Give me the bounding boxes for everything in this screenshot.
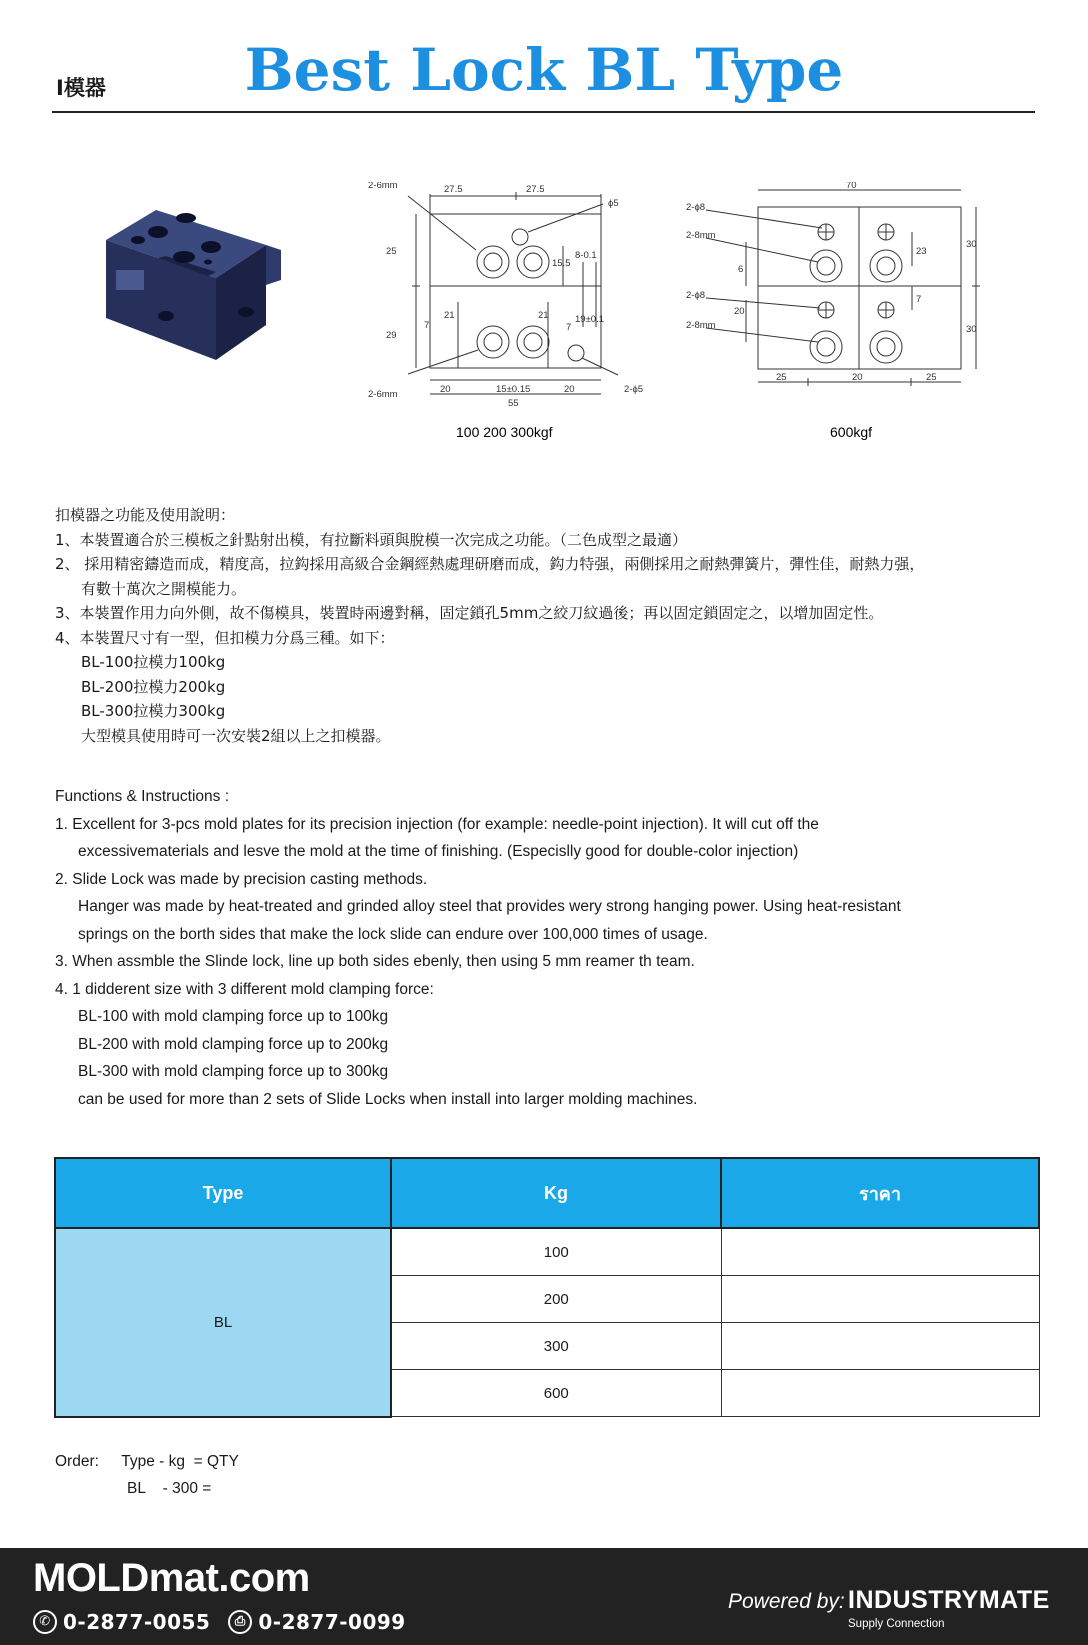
fax-icon: ⎙ bbox=[228, 1610, 252, 1634]
en-item-4c: BL-300 with mold clamping force up to 300kg bbox=[78, 1063, 389, 1080]
cn-heading: 扣模器之功能及使用說明： bbox=[55, 506, 236, 524]
phone-icon: ✆ bbox=[33, 1610, 57, 1634]
title-divider bbox=[52, 111, 1035, 113]
cn-item-2-cont: 有數十萬次之開模能力。 bbox=[81, 579, 247, 598]
en-item-2: 2. Slide Lock was made by precision casting methods. bbox=[55, 870, 428, 888]
order-formula: Type - kg = QTY bbox=[121, 1453, 239, 1470]
cell-kg: 300 bbox=[391, 1323, 721, 1370]
cn-item-3: 3、本裝置作用力向外側，故不傷模具，裝置時兩邊對稱，固定鎖孔5mm之絞刀紋過後；再以固定鎖固定之，以增加固定性。 bbox=[55, 604, 884, 622]
label-height-top: 25 bbox=[386, 246, 397, 257]
drawing-100-300kgf bbox=[368, 182, 668, 442]
label-w15: 15±0.15 bbox=[496, 384, 531, 395]
header-type: Type bbox=[55, 1158, 391, 1228]
label-mm8-top: 2-8mm bbox=[686, 230, 716, 241]
cn-item-4c: BL-300拉模力300kg bbox=[81, 702, 226, 720]
order-example bbox=[55, 1448, 239, 1502]
label-hole-bl: 2-6mm bbox=[368, 389, 398, 400]
label-mm8-bottom: 2-8mm bbox=[686, 320, 716, 331]
page-title: Best Lock BL Type bbox=[244, 36, 844, 104]
cell-price bbox=[721, 1276, 1039, 1323]
cn-item-4a: BL-100拉模力100kg bbox=[81, 653, 226, 671]
label-dim-6: 6 bbox=[738, 264, 744, 275]
label-dim-b: 27.5 bbox=[526, 184, 545, 195]
label-phi8-bottom: 2-ϕ8 bbox=[686, 290, 706, 301]
english-instructions bbox=[55, 783, 1055, 1113]
label-w25b: 25 bbox=[926, 372, 937, 383]
header-kg: Kg bbox=[391, 1158, 721, 1228]
cell-kg: 200 bbox=[391, 1276, 721, 1323]
contact-numbers bbox=[33, 1610, 406, 1634]
label-phi-bottom: 2-ϕ5 bbox=[624, 384, 644, 395]
label-dim-a: 27.5 bbox=[444, 184, 463, 195]
chinese-instructions bbox=[55, 503, 1055, 748]
label-dim-8: 8-0.1 bbox=[575, 250, 597, 261]
en-item-4a: BL-100 with mold clamping force up to 100kg bbox=[78, 1008, 389, 1025]
industrymate-logo[interactable]: INDUSTRYMATE bbox=[848, 1586, 1050, 1614]
cn-item-2: 2、 採用精密鑄造而成，精度高，拉鈎採用高級合金鋼經熱處理研磨而成，鈎力特强，兩側採用之耐熱彈簧片，彈性佳，耐熱力强， bbox=[55, 555, 925, 573]
caption-600kgf: 600kgf bbox=[830, 424, 873, 440]
label-h30a: 30 bbox=[966, 239, 977, 250]
label-h30b: 30 bbox=[966, 324, 977, 335]
label-w20: 20 bbox=[852, 372, 863, 383]
label-dim-7a: 7 bbox=[424, 320, 430, 331]
label-dim-20: 20 bbox=[734, 306, 745, 317]
en-heading: Functions & Instructions : bbox=[55, 788, 230, 805]
label-phi8-top: 2-ϕ8 bbox=[686, 202, 706, 213]
cn-item-1: 1、本裝置適合於三模板之針點射出模，有拉斷料頭與脫模一次完成之功能。（二色成型之最適） bbox=[55, 530, 688, 549]
cn-item-4d: 大型模具使用時可一次安裝2組以上之扣模器。 bbox=[81, 726, 391, 745]
footer-bar bbox=[0, 1548, 1088, 1645]
product-photo bbox=[96, 200, 296, 370]
label-hole-tl: 2-6mm bbox=[368, 182, 398, 191]
header-price: ราคา bbox=[721, 1158, 1039, 1228]
label-height-bottom: 29 bbox=[386, 330, 397, 341]
cell-price bbox=[721, 1323, 1039, 1370]
en-item-4: 4. 1 didderent size with 3 different mold clamping force: bbox=[55, 980, 434, 998]
label-dim-21a: 21 bbox=[444, 310, 455, 321]
en-item-4b: BL-200 with mold clamping force up to 200kg bbox=[78, 1035, 389, 1053]
phone-number[interactable]: 0-2877-0055 bbox=[63, 1610, 211, 1634]
drawing-600kgf bbox=[686, 182, 986, 442]
table-row bbox=[55, 1228, 1039, 1276]
en-item-3: 3. When assmble the Slinde lock, line up both sides ebenly, then using 5 mm reamer th team. bbox=[55, 953, 695, 970]
label-dim-19: 19±0.1 bbox=[575, 314, 604, 325]
label-dim-7b: 7 bbox=[566, 322, 572, 333]
fax-number[interactable]: 0-2877-0099 bbox=[258, 1610, 406, 1634]
order-label: Order: bbox=[55, 1453, 99, 1470]
cn-item-4b: BL-200拉模力200kg bbox=[81, 677, 226, 696]
label-dim-21b: 21 bbox=[538, 310, 549, 321]
cell-kg: 600 bbox=[391, 1370, 721, 1417]
cell-type: BL bbox=[55, 1228, 391, 1417]
label-w20a: 20 bbox=[440, 384, 451, 395]
label-w25a: 25 bbox=[776, 372, 787, 383]
cn-item-4: 4、本裝置尺寸有一型，但扣模力分爲三種。如下： bbox=[55, 628, 395, 647]
price-table bbox=[54, 1157, 1040, 1418]
label-phi-top: ϕ5 bbox=[608, 198, 619, 209]
label-dim-7: 7 bbox=[916, 294, 922, 305]
section-tag: I模器 bbox=[56, 76, 106, 100]
brand-logo[interactable]: MOLDmat.com bbox=[33, 1556, 310, 1600]
table-header-row bbox=[55, 1158, 1039, 1228]
cell-kg: 100 bbox=[391, 1228, 721, 1276]
label-w55: 55 bbox=[508, 398, 519, 409]
label-w20b: 20 bbox=[564, 384, 575, 395]
caption-100-300kgf: 100 200 300kgf bbox=[456, 424, 553, 440]
en-item-1-cont: excessivematerials and lesve the mold at the time of finishing. (Especislly good for double-color injection) bbox=[78, 843, 799, 860]
industrymate-tagline: Supply Connection bbox=[848, 1618, 945, 1630]
en-item-2-cont: Hanger was made by heat-treated and grinded alloy steel that provides wery strong hanging power. Using heat-resistant bbox=[78, 898, 901, 915]
cell-price bbox=[721, 1370, 1039, 1417]
en-item-1: 1. Excellent for 3-pcs mold plates for its precision injection (for example: needle-point injection). It will cut off the bbox=[55, 815, 819, 833]
cell-price bbox=[721, 1228, 1039, 1276]
powered-by-label: Powered by: bbox=[728, 1590, 845, 1613]
en-item-4d: can be used for more than 2 sets of Slide Locks when install into larger molding machines. bbox=[78, 1090, 698, 1108]
label-dim-155: 15.5 bbox=[552, 258, 571, 269]
order-example-line: BL - 300 = bbox=[127, 1480, 212, 1497]
label-width-70: 70 bbox=[846, 182, 857, 191]
label-dim-23: 23 bbox=[916, 246, 927, 257]
en-item-2-cont2: springs on the borth sides that make the lock slide can endure over 100,000 times of usage. bbox=[78, 925, 708, 943]
